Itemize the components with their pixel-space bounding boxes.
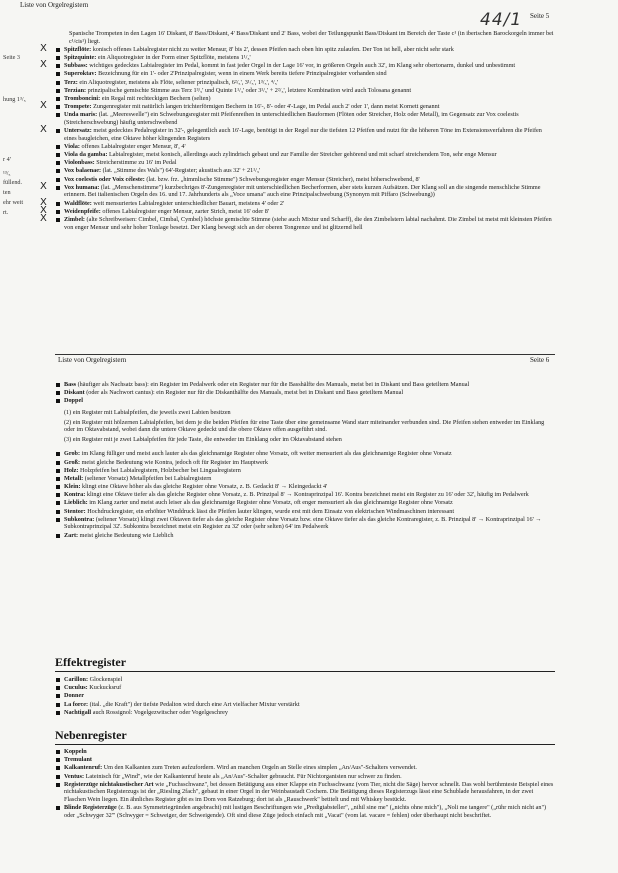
register-term: Registerzüge nichtakustischer Art [64, 780, 154, 788]
register-term: Tromboncini: [64, 94, 101, 102]
register-entry [55, 450, 555, 458]
register-entry [55, 684, 555, 692]
section-heading: Effektregister [55, 655, 127, 669]
register-entry [55, 499, 555, 507]
running-title: Liste von Orgelregistern [58, 356, 127, 364]
page-separator [55, 354, 555, 355]
register-term: Nachtigall [64, 708, 92, 716]
register-term: Waldflöte: [64, 199, 92, 207]
handwritten-mark: X [40, 196, 47, 208]
register-entry [55, 709, 555, 717]
register-term: Klein: [64, 483, 81, 491]
register-description: weit mensuriertes Labialregister unterschiedlicher Bauart, meistens 4' oder 2' [93, 199, 285, 207]
register-description: ein Aliquotregister, meistens als Flöte, seltener prinzipalisch, 6²/₅', 3¹/₅', 1³/₅', ⁴/₅' [79, 78, 278, 86]
running-title: Liste von Orgelregistern [20, 1, 89, 9]
register-description: Um den Kalkanten zum Treten aufzufordern. Wird an manchen Orgeln an Stelle eines simplen „An/Aus"-Schalters verwendet. [103, 764, 417, 772]
register-term: Subkontra: [64, 515, 95, 523]
register-entry [55, 79, 555, 87]
register-entry [55, 804, 555, 819]
register-description: (lat. „Stimme des Wals") 64'-Register; akustisch aus 32' + 21¹/₃' [102, 167, 261, 175]
register-entry [55, 692, 555, 700]
register-term: Violonbass: [64, 159, 95, 167]
register-description: auch Rossignol: Vogelgezwitscher oder Vogelgeschrey [92, 708, 228, 716]
register-description: (seltener Vorsatz) Metallpfeifen bei Labialregistern [84, 474, 212, 482]
register-term: Viola da gamba: [64, 151, 108, 159]
register-description: Lateinisch für „Wind", wie der Kalkantenruf heute als „An/Aus"-Schalter gebraucht. Für Nichtorganisten nur schwer zu finden. [85, 772, 402, 780]
margin-note: ehr weit [3, 199, 24, 206]
register-description: Bezeichnung für ein 1'- oder 2'Prinzipalregister, wenn in einem Werk bereits tiefere Prinzipalregister vorhanden sind [98, 70, 387, 78]
register-term: Weidenpfeife: [64, 207, 101, 215]
register-entry [55, 397, 555, 405]
register-description: konisch offenes Labialregister nicht zu weiter Mensur, 8' bis 2', dessen Pfeifen nach oben hin spitz zulaufen. Der Ton ist hell, aber nicht sehr stark [92, 45, 454, 53]
doppel-definition: (3) ein Register mit je zwei Labialpfeifen für jede Taste, die entweder im Einklang oder im Oktavabstand stehen [64, 435, 342, 443]
register-entry [40, 180, 555, 199]
register-entry [55, 389, 555, 397]
register-description: (alte Schreibweisen: Cimbel, Cimbal, Cymbel) höchste gemischte Stimme (siehe auch Mixtur und Scharff), die den Zimbelstern labial nachahmt. Die Zimbel ist meist mit kleinsten Pfeifen von enger Mensur und sehr hoher Tonlage besetzt. Der Klang bewegt sich an der oberen Tongrenze und ist glitzernd hell [64, 215, 552, 231]
margin-note: hung 1³/₅ [3, 96, 26, 103]
register-entry [55, 151, 555, 159]
register-entry [55, 381, 555, 389]
register-description: (lat. „Meereswelle") ein Schwebungsregister mit Pfeifenreihen in unterschiedlichen Bauformen (Flöten oder Streicher, Holz oder Metall), im Gegensatz zur Vox coelestis (Streicherschwebung) häufig unterschwebend [64, 111, 519, 126]
register-entry [40, 204, 555, 216]
register-term: Lieblich: [64, 499, 88, 507]
register-term: Terzian: [64, 86, 87, 94]
register-entry [40, 59, 555, 71]
doppel-definition: (1) ein Register mit Labialpfeifen, die jeweils zwei Labien besitzen [64, 408, 231, 416]
register-description: wichtiges gedecktes Labialregister im Pedal, kommt in fast jeder Orgel in der Lage 16' vor, in größeren Orgeln auch 32', im Klang sehr obertonarm, dunkel und unbestimmt [89, 62, 516, 70]
register-entry [40, 212, 555, 231]
margin-note: Seite 3 [3, 54, 21, 61]
page5-register-list [40, 30, 555, 232]
register-description: prinzipalische gemischte Stimme aus Terz 1³/₅' und Quinte 1¹/₃' oder 3¹/₅' + 2²/₃', letztere Kombination wird auch Tolosana genannt [87, 86, 412, 94]
register-term: Groß: [64, 458, 81, 466]
register-term: Koppeln [64, 748, 87, 755]
margin-note: füllend. [3, 179, 23, 186]
register-entry [55, 467, 555, 475]
register-entry [55, 87, 555, 95]
register-term: Vox balaenae: [64, 167, 102, 175]
register-entry [55, 701, 555, 709]
page-label: Seite 5 [530, 12, 550, 20]
handwritten-mark: X [40, 204, 47, 216]
margin-note: ten [3, 189, 11, 196]
margin-note: rt. [3, 209, 9, 216]
register-term: Bass [64, 381, 77, 388]
handwritten-mark: X [40, 59, 47, 71]
margin-note: ¹³/₅ [3, 170, 11, 177]
register-description: meist gleiche Bedeutung wie Lieblich [79, 531, 174, 539]
margin-note: r 4' [3, 156, 11, 163]
register-term: Ventus: [64, 772, 85, 780]
register-term: Diskant [64, 389, 85, 397]
register-term: Terz: [64, 78, 78, 86]
register-term: Vox humana: [64, 183, 100, 191]
register-term: Stentor: [64, 507, 86, 515]
register-term: Subbass: [64, 62, 88, 70]
handwritten-mark: X [40, 212, 47, 224]
register-entry [55, 764, 555, 772]
handwritten-page-number: 44/1 [480, 10, 523, 30]
register-description: meist gedecktes Pedalregister in 32'-, gelegentlich auch 16'-Lage, benötigt in der Regel nur die tiefsten 12 Pfeifen und nutzt für die höheren Töne im Extensionsverfahren die Pfeifen eines baugleichen, eine Oktave höher klingenden Registers [64, 127, 542, 142]
register-entry [55, 532, 555, 540]
register-term: Grob: [64, 450, 81, 458]
register-entry [55, 773, 555, 781]
register-entry [40, 42, 555, 54]
register-description: (oder als Nachwort cantus): ein Register nur für die Diskanthälfte des Manuals, meist bei in Diskant und Bass geteiltem Manual [86, 389, 404, 397]
handwritten-mark: X [40, 180, 47, 192]
register-entry [55, 508, 555, 516]
section-rule [55, 671, 555, 672]
register-term: Donner [64, 692, 84, 700]
register-entry [55, 95, 555, 103]
register-description: (z. B. aus Symmetriegründen angebracht) mit lustigen Beschriftungen wie „Predigtabsteller", „nihil sine me" („nichts ohne mich"), „Noli me tangere" („rühr mich nicht an") oder „Schwyger 32'" (Schwyger = Schweiger, der Schweigende). Oft sind diese Züge jedoch einfach mit „Vacat" (vom lat. vacare = fehlen) oder überhaupt nicht beschriftet. [64, 804, 547, 819]
register-description: Glockenspiel [89, 676, 123, 683]
register-term: Tremulant [64, 756, 92, 764]
register-entry [55, 748, 555, 756]
neben-register-list [55, 748, 555, 820]
register-term: Trompete: [64, 103, 92, 111]
register-description: Labialregister, meist konisch, allerdings auch zylindrisch gebaut und zur Familie der Streicher gehörend und mit scharf streichendem Ton, sehr enge Mensur [108, 151, 497, 159]
handwritten-mark: X [40, 42, 47, 54]
register-description: (ital. „die Kraft") der tiefste Pedalton wird durch eine Art vielfacher Mixtur verstärkt [89, 700, 300, 708]
register-description: klingt eine Oktave tiefer als das gleiche Register ohne Vorsatz, z. B. Prinzipal 8' → Kontraprinzipal 16'. Kontra bezeichnet meist ein Register zu 16' oder 32', häufig im Pedalwerk [86, 491, 529, 499]
register-term: Superoktav: [64, 70, 97, 78]
section-heading: Nebenregister [55, 728, 127, 742]
register-description: Holzpfeifen bei Labialregistern, Holzbecher bei Lingualregistern [79, 466, 241, 474]
register-term: Untersatz: [64, 127, 92, 135]
register-description: ein Regal mit rechteckigen Bechern (selten) [101, 94, 211, 102]
register-entry [55, 483, 555, 491]
register-entry [55, 54, 555, 62]
register-description: im Klang fülliger und meist auch lauter als das gleichnamige Register ohne Vorsatz, oft weiter mensuriert als das gleichnamige Register ohne Vorsatz [81, 450, 452, 458]
register-term: Spitzflöte: [64, 45, 92, 53]
register-term: Metall: [64, 474, 84, 482]
register-entry [55, 781, 555, 804]
register-term: Carillon: [64, 676, 89, 683]
register-description: wie „Fuchsschwanz", bei dessen Betätigung aus einer Klappe ein Fuchsschwanz (vom Tier, nicht die Säge) hervor schnellt. Das wohl berühmteste Beispiel eines nichtakustischen Registerzugs ist der „Riesling 2fach", gebaut in einer Orgel in der Weinbaustadt Cochem. Die Betätigung dieses Registerzugs lässt eine Schublade herausfahren, in der zwei Flaschen Wein liegen. Ein ähnliches Register gibt es im Dom von Ratzeburg; dort ist als „Rauschwerk" betitelt und mit Whiskey bestückt. [64, 780, 554, 803]
register-description: meist gleiche Bedeutung wie Kontra, jedoch oft für Register im Hauptwerk [81, 458, 269, 466]
register-description: offenes Labialregister enger Mensur, zarter Strich, meist 16' oder 8' [102, 207, 269, 215]
intro-paragraph: Spanische Trompeten in den Lagen 16' Diskant, 8' Bass/Diskant, 4' Bass/Diskant und 2' Bass, wobei der Teilungspunkt Bass/Diskant im Bereich der Taste c¹ (in iberischen Barockorgeln immer bei c¹/cis¹) liegt. [69, 30, 554, 45]
register-term: Zart: [64, 531, 79, 539]
register-term: Viola: [64, 142, 80, 150]
register-description: Streicherstimme zu 16' im Pedal [96, 159, 177, 167]
register-entry [55, 459, 555, 467]
handwritten-mark: X [40, 100, 47, 112]
register-description: Zungenregister mit natürlich langen trichterförmigen Bechern in 16'-, 8'- oder 4'-Lage, im Pedal auch 2' oder 1', dann meist Kornett genannt [93, 103, 440, 111]
register-entry [55, 756, 555, 764]
register-description: klingt eine Oktave höher als das gleiche Register ohne Vorsatz, z. B. Gedackt 8' → Kleingedackt 4' [82, 483, 328, 491]
page-label: Seite 6 [530, 356, 550, 364]
register-term: Spitzquinte: [64, 53, 97, 61]
register-description: (lat. „Menschenstimme") kurzbechriges 8'-Zungenregister mit unterschiedlichen Becherformen, aber stets kurzen Aufsätzen. Der Klang soll an die singende menschliche Stimme erinnern. Bei italienischen Orgeln des 16. und 17. Jahrhunderts als „Voce umana" auch eine Prinzipalschwebung (Synonym mit Piffaro (Schwebung)) [64, 183, 541, 199]
register-entry [55, 176, 555, 184]
register-term: Kalkantenruf: [64, 764, 103, 772]
section-rule [55, 744, 555, 745]
register-term: Cuculus: [64, 684, 88, 692]
register-entry [55, 70, 555, 78]
register-entry [55, 475, 555, 483]
register-term: Kontra: [64, 491, 86, 499]
page6-register-list [55, 381, 555, 540]
register-description: (häufiger als Nachsatz bass): ein Register im Pedalwerk oder ein Register nur für die Basshälfte des Manuals, meist bei in Diskant und Bass geteiltem Manual [77, 381, 470, 388]
register-term: Vox coelestis oder Voix céleste: [64, 175, 145, 183]
register-description: Kuckucksruf [89, 684, 122, 692]
register-description: Hochdruckregister, ein erhöhter Winddruck lässt die Pfeifen lauter klingen, wurde erst mit dem Einsatz von elektrischen Windmaschinen interessant [87, 507, 455, 515]
doppel-definition: (2) ein Register mit hölzernen Labialpfeifen, bei dem je die beiden Pfeifen für eine Taste über eine gemeinsame Wand starr miteinander verbunden sind. Die Pfeifen stehen entweder im Einklang oder im Oktavabstand, wobei dann die untere Oktave gedeckt und die obere Oktave offen ausgeführt sind. [64, 418, 545, 434]
register-term: Zimbel: [64, 215, 85, 223]
register-entry [55, 676, 555, 684]
register-entry [40, 196, 555, 208]
register-term: Unda maris: [64, 111, 98, 119]
register-entry [40, 100, 555, 112]
register-term: Holz: [64, 466, 79, 474]
register-entry [40, 124, 555, 142]
register-entry [55, 143, 555, 151]
register-description: im Klang zarter und meist auch leiser als das gleichnamige Register ohne Vorsatz, oft enger mensuriert als das gleichnamige Register ohne Vorsatz [89, 499, 453, 507]
register-entry [55, 491, 555, 499]
register-description: ein Aliquotregister in der Form einer Spitzflöte, meistens 1¹/₃' [97, 53, 251, 61]
register-description: (seltener Vorsatz) klingt zwei Oktaven tiefer als das gleiche Register ohne Vorsatz bzw. eine Oktave tiefer als das gleiche Kontraregister, z. B. Prinzipal 8' → Kontraprinzipal 16' → Subkontraprinzipal 32'. Subkontra bezeichnet meist ein Register zu 32' oder (sehr selten) 64' im Pedalwerk [64, 515, 542, 531]
register-entry [55, 159, 555, 167]
handwritten-mark: X [40, 124, 47, 136]
register-entry [55, 167, 555, 175]
register-term: La force: [64, 700, 89, 708]
register-entry [55, 111, 555, 126]
register-entry [55, 516, 555, 531]
register-description: (lat. bzw. frz. „himmlische Stimme") Schwebungsregister enger Mensur (Streicher), meist höherschwebend, 8' [146, 175, 420, 183]
effekt-register-list [55, 676, 555, 717]
register-description: offenes Labialregister enger Mensur, 8', 4' [81, 142, 186, 150]
register-term: Doppel [64, 397, 83, 405]
register-term: Blinde Registerzüge [64, 804, 117, 812]
doppel-definitions [55, 409, 555, 443]
